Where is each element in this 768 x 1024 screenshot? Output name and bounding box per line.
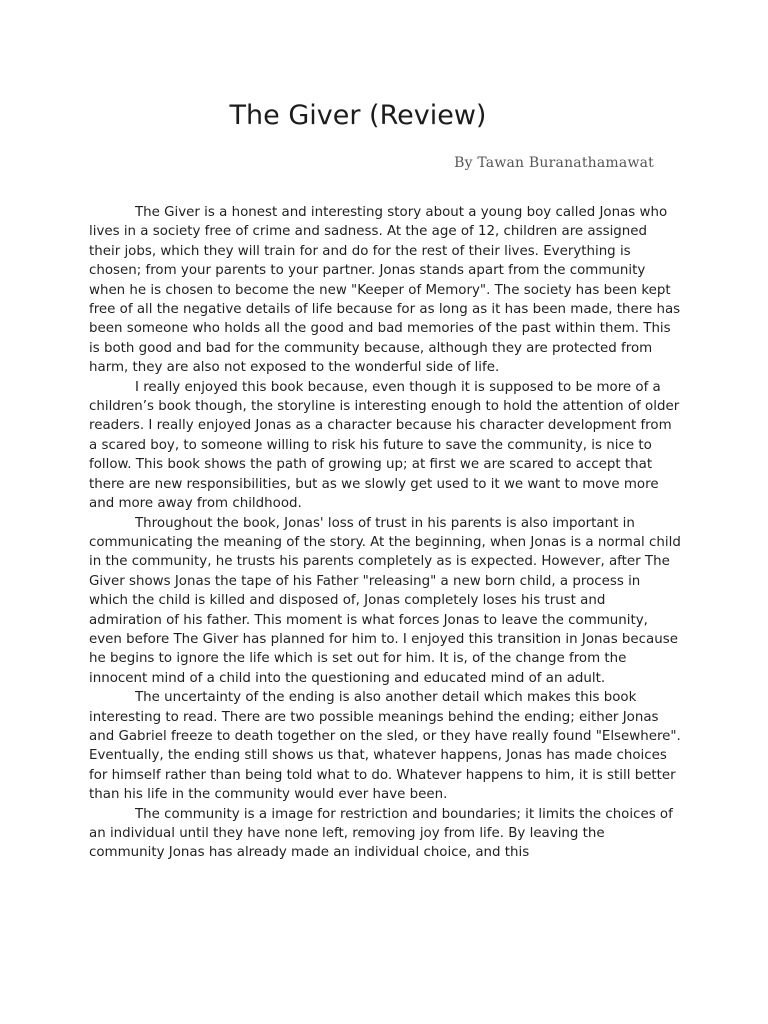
author-byline: By Tawan Buranathamawat <box>454 155 654 171</box>
paragraph-2: I really enjoyed this book because, even though it is supposed to be more of a children’s book though, the storyline is interesting enough to hold the attention of older readers. I really enjoyed Jonas as a character because his character development from a scared boy, to someone willing to risk his future to save the community, is nice to follow. This book shows the path of growing up; at first we are scared to accept that there are new responsibilities, but as we slowly get used to it we want to move more and more away from childhood. <box>89 379 680 512</box>
review-body <box>89 203 681 863</box>
paragraph-4: The uncertainty of the ending is also another detail which makes this book interesting to read. There are two possible meanings behind the ending; either Jonas and Gabriel freeze to death together on the sled, or they have really found "Elsewhere". Eventually, the ending still shows us that, whatever happens, Jonas has made choices for himself rather than being told what to do. Whatever happens to him, it is still better than his life in the community would ever have been. <box>89 690 681 803</box>
paragraph-1: The Giver is a honest and interesting story about a young boy called Jonas who lives in a society free of crime and sadness. At the age of 12, children are assigned their jobs, which they will train for and do for the rest of their lives. Everything is chosen; from your parents to your partner. Jonas stands apart from the community when he is chosen to become the new "Keeper of Memory". The society has been kept free of all the negative details of life because for as long as it has been made, there has been someone who holds all the good and bad memories of the past within them. This is both good and bad for the community because, although they are protected from harm, they are also not exposed to the wonderful side of life. <box>89 205 681 376</box>
paragraph-5: The community is a image for restriction and boundaries; it limits the choices of an individual until they have none left, removing joy from life. By leaving the community Jonas has already made an individual choice, and this <box>89 806 673 861</box>
page-title: The Giver (Review) <box>229 100 487 131</box>
paragraph-3: Throughout the book, Jonas' loss of trust in his parents is also important in communicating the meaning of the story. At the beginning, when Jonas is a normal child in the community, he trusts his parents completely as is expected. However, after The Giver shows Jonas the tape of his Father "releasing" a new born child, a process in which the child is killed and disposed of, Jonas completely loses his trust and admiration of his father. This moment is what forces Jonas to leave the community, even before The Giver has planned for him to. I enjoyed this transition in Jonas because he begins to ignore the life which is set out for him. It is, of the change from the innocent mind of a child into the questioning and educated mind of an adult. <box>89 515 681 686</box>
